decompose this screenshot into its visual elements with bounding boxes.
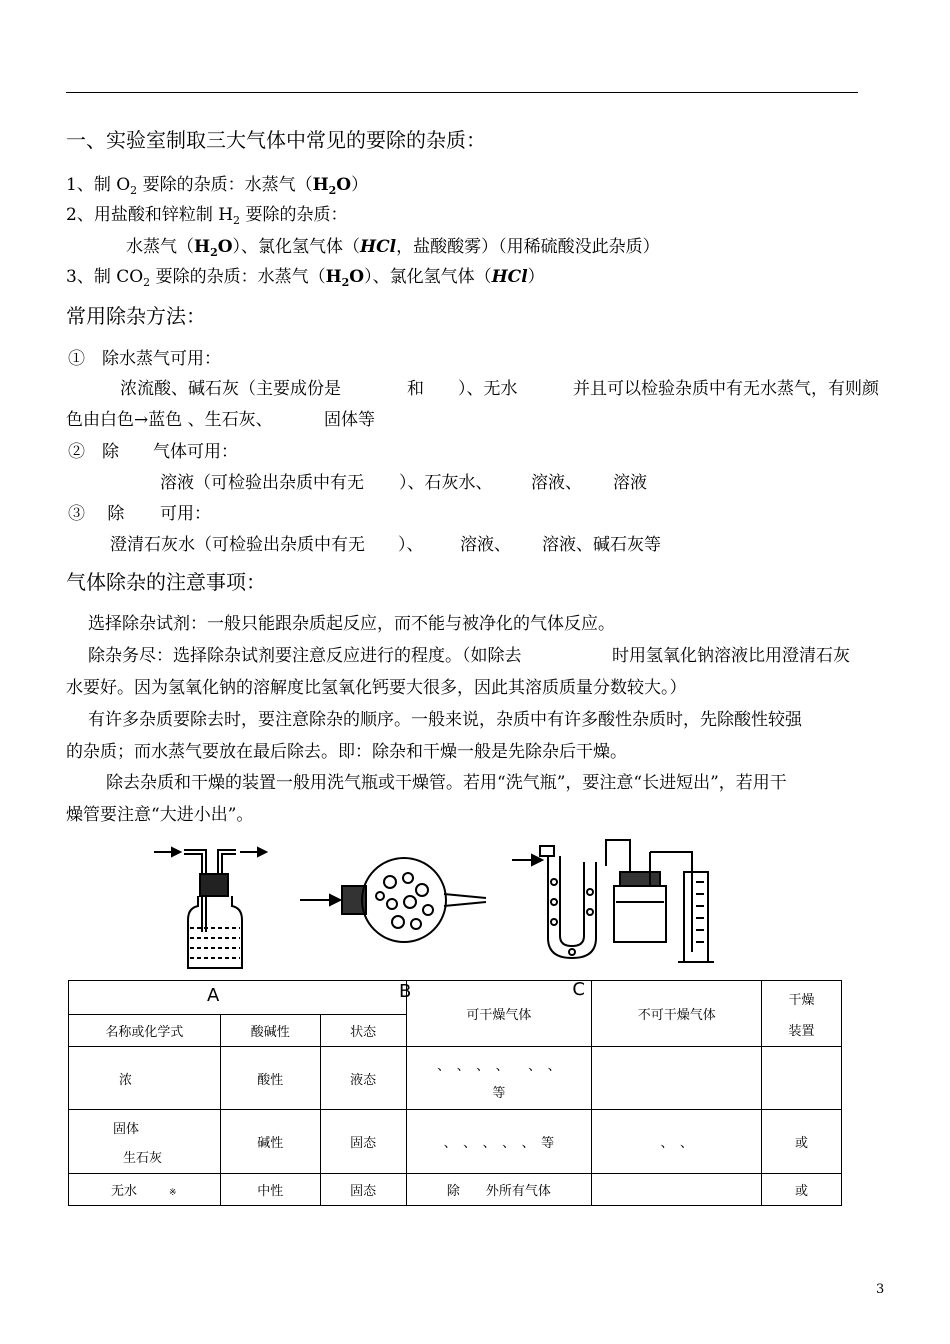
method3-line1-a: 澄清石灰水（可检验出杂质中有无 [110,535,365,555]
method1-line1-a: 浓流酸、碱石灰（主要成份是 [120,379,341,399]
cell-can-dry: 、 、 、 、 、 、 等 [406,1047,592,1110]
cell-cannot-dry [592,1047,762,1110]
method1-line2-b: 固体等 [324,410,375,430]
header-state: 状态 [320,1015,406,1047]
cell-acidity: 碱性 [220,1110,320,1174]
cell-state: 液态 [320,1047,406,1110]
table-row [69,1047,842,1110]
table-figure-label-row [69,981,412,1015]
method2-line1-c: 溶液、 [531,473,582,493]
figure-label-c: C [572,979,585,1000]
gas-washing-bottle-icon [154,848,266,968]
item-h2-detail: 水蒸气$(H_2O)$、氯化氢气体（HCl，盐酸酸雾）（用稀硫酸没此杂质） [126,237,660,259]
cell-can-dry: 除 外所有气体 [406,1174,592,1206]
method3-line1-b: ）、 [398,535,424,555]
asterisk-mark: ※ [169,1188,177,1198]
header-device: 干燥 装置 [762,981,842,1047]
note-paragraph-2a: 除杂务尽：选择除杂试剂要注意反应进行的程度。（如除去 [88,646,522,666]
figure-label-a: A [207,985,220,1006]
header-name: 名称或化学式 [69,1015,221,1047]
drying-tube-icon [300,858,486,942]
cell-device: 或 [762,1174,842,1206]
cell-name: 无水 ※ [69,1174,221,1206]
cell-acidity: 中性 [220,1174,320,1206]
method2-title-a: ② 除 [68,442,119,462]
cell-can-dry: 、 、 、 、 、 等 [406,1110,592,1174]
top-rule [66,92,858,93]
section-heading-impurities: 一、实验室制取三大气体中常见的要除的杂质： [66,128,486,152]
table-row [69,1110,842,1174]
cell-device: 或 [762,1110,842,1174]
item-h2: 2、用盐酸和锌粒制 $H_2$ 要除的杂质： [66,205,348,227]
note-paragraph-2b: 时用氢氧化钠溶液比用澄清石灰 [612,646,850,666]
note-paragraph-3b: 的杂质；而水蒸气要放在最后除去。即：除杂和干燥一般是先除杂后干燥。 [66,742,627,762]
header-can-dry: 可干燥气体 [406,981,592,1047]
item-co2: 3、制 $CO_2$ 要除的杂质：水蒸气$(H_2O)$、氯化氢气体（HCl） [66,267,545,289]
note-paragraph-4b: 燥管要注意“大进小出”。 [66,805,254,825]
method2-line1-a: 溶液（可检验出杂质中有无 [160,473,364,493]
cell-state: 固态 [320,1110,406,1174]
header-acidity: 酸碱性 [220,1015,320,1047]
cell-name: 固体 生石灰 [69,1110,221,1174]
drying-agent-table [68,980,842,1206]
page-number: 3 [876,1282,885,1297]
figure-label-b: B [399,981,412,1002]
method3-title-a: ③ 除 [68,504,125,524]
method1-line1-b: 和 [407,379,424,399]
u-tube-and-cylinder-icon [512,840,714,962]
cell-state: 固态 [320,1174,406,1206]
cell-name: 浓 [69,1047,221,1110]
method1-line2-a: 色由白色→蓝色 、生石灰、 [66,410,273,430]
note-paragraph-1: 选择除杂试剂：一般只能跟杂质起反应，而不能与被净化的气体反应。 [88,614,615,634]
section-heading-methods: 常用除杂方法： [66,304,206,328]
section-heading-notes: 气体除杂的注意事项： [66,570,266,594]
cell-device [762,1047,842,1110]
cell-cannot-dry: 、 、 [592,1110,762,1174]
method3-title-b: 可用： [160,504,211,524]
method2-line1-d: 溶液 [613,473,647,493]
method3-line1-c: 溶液、 [460,535,511,555]
method1-line1-d: 并且可以检验杂质中有无水蒸气，有则颜 [573,379,879,399]
method1-title: ① 除水蒸气可用： [68,349,221,369]
header-cannot-dry: C 不可干燥气体 [592,981,762,1047]
method2-title-b: 气体可用： [153,442,238,462]
method1-line1-c: ）、无水 [458,379,518,399]
table-row [69,1174,842,1206]
note-paragraph-3a: 有许多杂质要除去时，要注意除杂的顺序。一般来说，杂质中有许多酸性杂质时，先除酸性较强 [88,710,802,730]
method3-line1-d: 溶液、碱石灰等 [542,535,661,555]
note-paragraph-4a: 除去杂质和干燥的装置一般用洗气瓶或干燥管。若用“洗气瓶”，要注意“长进短出”，若用干 [106,773,787,793]
item-o2: 1、制 $O_2$ 要除的杂质：水蒸气$(H_2O)$ [66,175,369,197]
cell-cannot-dry [592,1174,762,1206]
note-paragraph-2c: 水要好。因为氢氧化钠的溶解度比氢氧化钙要大很多，因此其溶质质量分数较大。） [66,678,687,698]
cell-acidity: 酸性 [220,1047,320,1110]
method2-line1-b: ）、石灰水、 [399,473,493,493]
apparatus-figure [140,832,740,977]
